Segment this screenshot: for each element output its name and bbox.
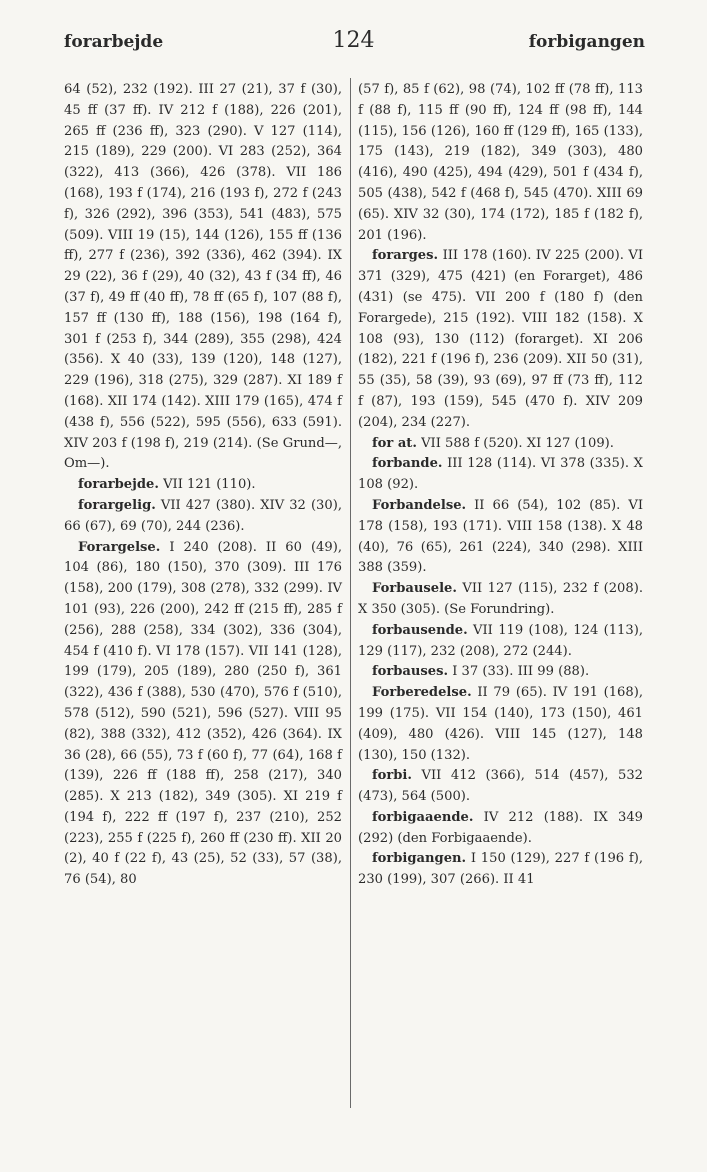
entry-references: I 37 (33). III 99 (88). bbox=[448, 664, 590, 680]
entry-headword: forbigaaende. bbox=[372, 809, 474, 825]
entry-references: VII 121 (110). bbox=[158, 477, 256, 493]
right-continuation: (57 f), 85 f (62), 98 (74), 102 ff (78 ff), 113 f (88 f), 115 ff (90 ff), 124 ff (98 ff), 144 (115), 156 (126), 160 ff (129 ff), 165 (133), 175 (143), 219 (182), 349 (303), 480 (416), 490 (425), 494 (429), 501 f (434 f), 505 (438), 542 f (468 f), 545 (470). XIII 69 (65). XIV 32 (30), 174 (172), 185 f (182 f), 201 (196). bbox=[358, 82, 643, 243]
entry-headword: forbauses. bbox=[372, 664, 449, 680]
entry-headword: Forbausele. bbox=[372, 581, 457, 597]
entry-references: VII 119 (108), 124 (113), 129 (117), 232 (208), 272 (244). bbox=[358, 622, 643, 659]
entry-references: VII 412 (366), 514 (457), 532 (473), 564 (500). bbox=[358, 768, 643, 805]
entry-references: I 240 (208). II 60 (49), 104 (86), 180 (150), 370 (309). III 176 (158), 200 (179), 308 (278), 332 (299). IV 101 (93), 226 (200), 242 ff (215 ff), 285 f (256), 288 (258), 334 (302), 336 (304), 454 f (410 f). VI 178 (157). VII 141 (128), 199 (179), 205 (189), 280 (250 f), 361 (322), 436 f (388), 530 (470), 576 f (510), 578 (512), 590 (521), 596 (527). VIII 95 (82), 388 (332), 412 (352), 426 (364). IX 36 (28), 66 (55), 73 f (60 f), 77 (64), 168 f (139), 226 ff (188 ff), 258 (217), 340 (285). X 213 (182), 349 (305). XI 219 f (194 f), 222 ff (197 f), 237 (210), 252 (223), 255 f (225 f), 260 ff (230 ff). XII 20 (2), 40 f (22 f), 43 (25), 52 (33), 57 (38), 76 (54), 80 bbox=[64, 539, 342, 888]
entry-headword: Forargelse. bbox=[78, 539, 161, 555]
entry-headword: forarges. bbox=[372, 248, 439, 264]
index-entry bbox=[64, 475, 342, 496]
index-entry bbox=[358, 496, 643, 579]
entry-references: VII 127 (115), 232 f (208). X 350 (305). (Se Forundring). bbox=[358, 581, 643, 617]
left-continuation: 64 (52), 232 (192). III 27 (21), 37 f (30), 45 ff (37 ff). IV 212 f (188), 226 (201), 265 ff (236 ff), 323 (290). V 127 (114), 215 (189), 229 (200). VI 283 (252), 364 (322), 413 (366), 426 (378). VII 186 (168), 193 f (174), 216 (193 f), 272 f (243 f), 326 (292), 396 (353), 541 (483), 575 (509). VIII 19 (15), 144 (126), 155 ff (136 ff), 277 f (236), 392 (336), 462 (394). IX 29 (22), 36 f (29), 40 (32), 43 f (34 ff), 46 (37 f), 49 ff (40 ff), 78 ff (65 f), 107 (88 f), 157 ff (130 ff), 188 (156), 198 (164 f), 301 f (253 f), 344 (289), 355 (298), 424 (356). X 40 (33), 139 (120), 148 (127), 229 (196), 318 (275), 329 (287). XI 189 f (168). XII 174 (142). XIII 179 (165), 474 f (438 f), 556 (522), 595 (556), 633 (591). XIV 203 f (198 f), 219 (214). (Se Grund—, Om—). bbox=[64, 82, 342, 472]
entry-headword: forbausende. bbox=[372, 622, 468, 638]
entry-references: VII 427 (380). XIV 32 (30), 66 (67), 69 (70), 244 (236). bbox=[64, 497, 342, 534]
index-entry bbox=[358, 621, 643, 663]
index-entry bbox=[358, 246, 643, 433]
entry-headword: forbi. bbox=[372, 768, 412, 784]
index-entry bbox=[64, 496, 342, 538]
index-entry bbox=[358, 766, 643, 808]
entry-references: III 128 (114). VI 378 (335). X 108 (92). bbox=[358, 456, 643, 493]
column-divider bbox=[350, 78, 351, 1108]
entry-headword: Forberedelse. bbox=[372, 685, 472, 701]
index-entry bbox=[358, 808, 643, 850]
entry-headword: for at. bbox=[372, 435, 417, 451]
running-head-right: forbigangen bbox=[528, 32, 645, 52]
running-head-left: forarbejde bbox=[64, 32, 164, 52]
index-entry bbox=[358, 662, 643, 683]
entry-references: II 66 (54), 102 (85). VI 178 (158), 193 (171). VIII 158 (138). X 48 (40), 76 (65), 261 (224), 340 (298). XIII 388 (359). bbox=[358, 497, 643, 576]
entry-references: I 150 (129), 227 f (196 f), 230 (199), 307 (266). II 41 bbox=[358, 851, 643, 888]
index-entry bbox=[358, 683, 643, 766]
entry-headword: forbande. bbox=[372, 456, 443, 472]
entry-headword: forargelig. bbox=[78, 497, 156, 513]
entry-headword: forbigangen. bbox=[372, 851, 467, 867]
index-entry bbox=[64, 538, 342, 892]
entry-references: VII 588 f (520). XI 127 (109). bbox=[416, 435, 614, 451]
index-entry bbox=[358, 849, 643, 891]
entry-headword: forarbejde. bbox=[78, 477, 159, 493]
index-entry bbox=[358, 454, 643, 496]
index-entry bbox=[358, 434, 643, 455]
entry-headword: Forbandelse. bbox=[372, 497, 467, 513]
entry-references: III 178 (160). IV 225 (200). VI 371 (329), 475 (421) (en Forarget), 486 (431) (se 475). VII 200 f (180 f) (den Forargede), 215 (192). VIII 182 (158). X 108 (93), 130 (112) (forarget). XI 206 (182), 221 f (196 f), 236 (209). XII 50 (31), 55 (35), 58 (39), 93 (69), 97 ff (73 ff), 112 f (87), 193 (159), 545 (470 f). XIV 209 (204), 234 (227). bbox=[358, 248, 643, 430]
index-entry bbox=[358, 579, 643, 621]
entry-references: II 79 (65). IV 191 (168), 199 (175). VII 154 (140), 173 (150), 461 (409), 480 (426). VIII 145 (127), 148 (130), 150 (132). bbox=[358, 685, 643, 763]
entry-references: IV 212 (188). IX 349 (292) (den Forbigaaende). bbox=[358, 809, 643, 846]
left-column bbox=[64, 80, 342, 891]
right-column bbox=[358, 80, 643, 891]
page-header bbox=[0, 22, 707, 62]
page-number: 124 bbox=[332, 28, 375, 53]
